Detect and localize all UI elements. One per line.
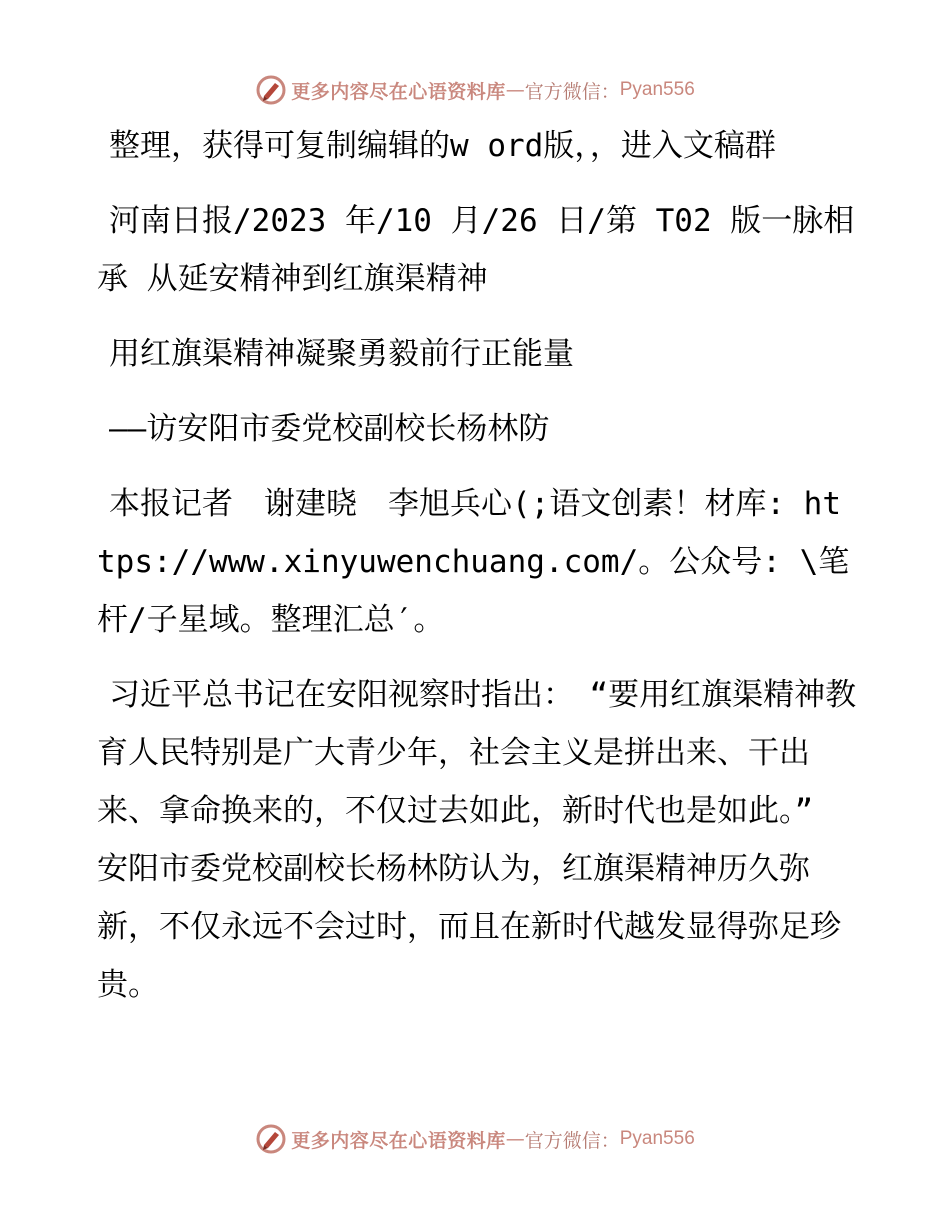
watermark-label: 官方微信： xyxy=(524,1129,620,1152)
watermark-brand: 更多内容尽在心语资料库 xyxy=(291,80,506,103)
article-subtitle: ——访安阳市委党校副校长杨林防 xyxy=(109,411,550,447)
watermark-separator: — xyxy=(505,1128,525,1150)
article-body xyxy=(97,117,857,1031)
footer-watermark xyxy=(0,1122,950,1156)
paragraph-source: 河南日报/2023 年/10 月/26 日/第 T02 版一脉相承 从延安精神到红旗渠精神 xyxy=(97,203,855,297)
article-title: 用红旗渠精神凝聚勇毅前行正能量 xyxy=(109,336,574,372)
watermark-separator: — xyxy=(505,79,525,101)
watermark-wechat-id: Pyan556 xyxy=(619,79,695,100)
watermark-brand: 更多内容尽在心语资料库 xyxy=(291,1129,506,1152)
brand-logo-icon xyxy=(255,74,287,106)
brand-logo-icon xyxy=(255,1123,287,1155)
watermark-label: 官方微信： xyxy=(524,80,620,103)
paragraph-body: 习近平总书记在安阳视察时指出： “要用红旗渠精神教育人民特别是广大青少年，社会主义是拼出来、干出来、拿命换来的，不仅过去如此，新时代也是如此。” 安阳市委党校副校长杨林防认为，红旗渠精神历久弥新，不仅永远不会过时，而且在新时代越发显得弥足珍贵。 xyxy=(97,677,857,1003)
header-watermark xyxy=(0,73,950,107)
watermark-wechat-id: Pyan556 xyxy=(619,1128,695,1149)
paragraph-intro: 整理，获得可复制编辑的w ord版，，进入文稿群 xyxy=(109,128,776,164)
paragraph-byline: 本报记者 谢建晓 李旭兵心(;语文创素！材库: https://www.xinyuwenchuang.com/。公众号: \笔杆/子星域。整理汇总′。 xyxy=(97,486,850,638)
